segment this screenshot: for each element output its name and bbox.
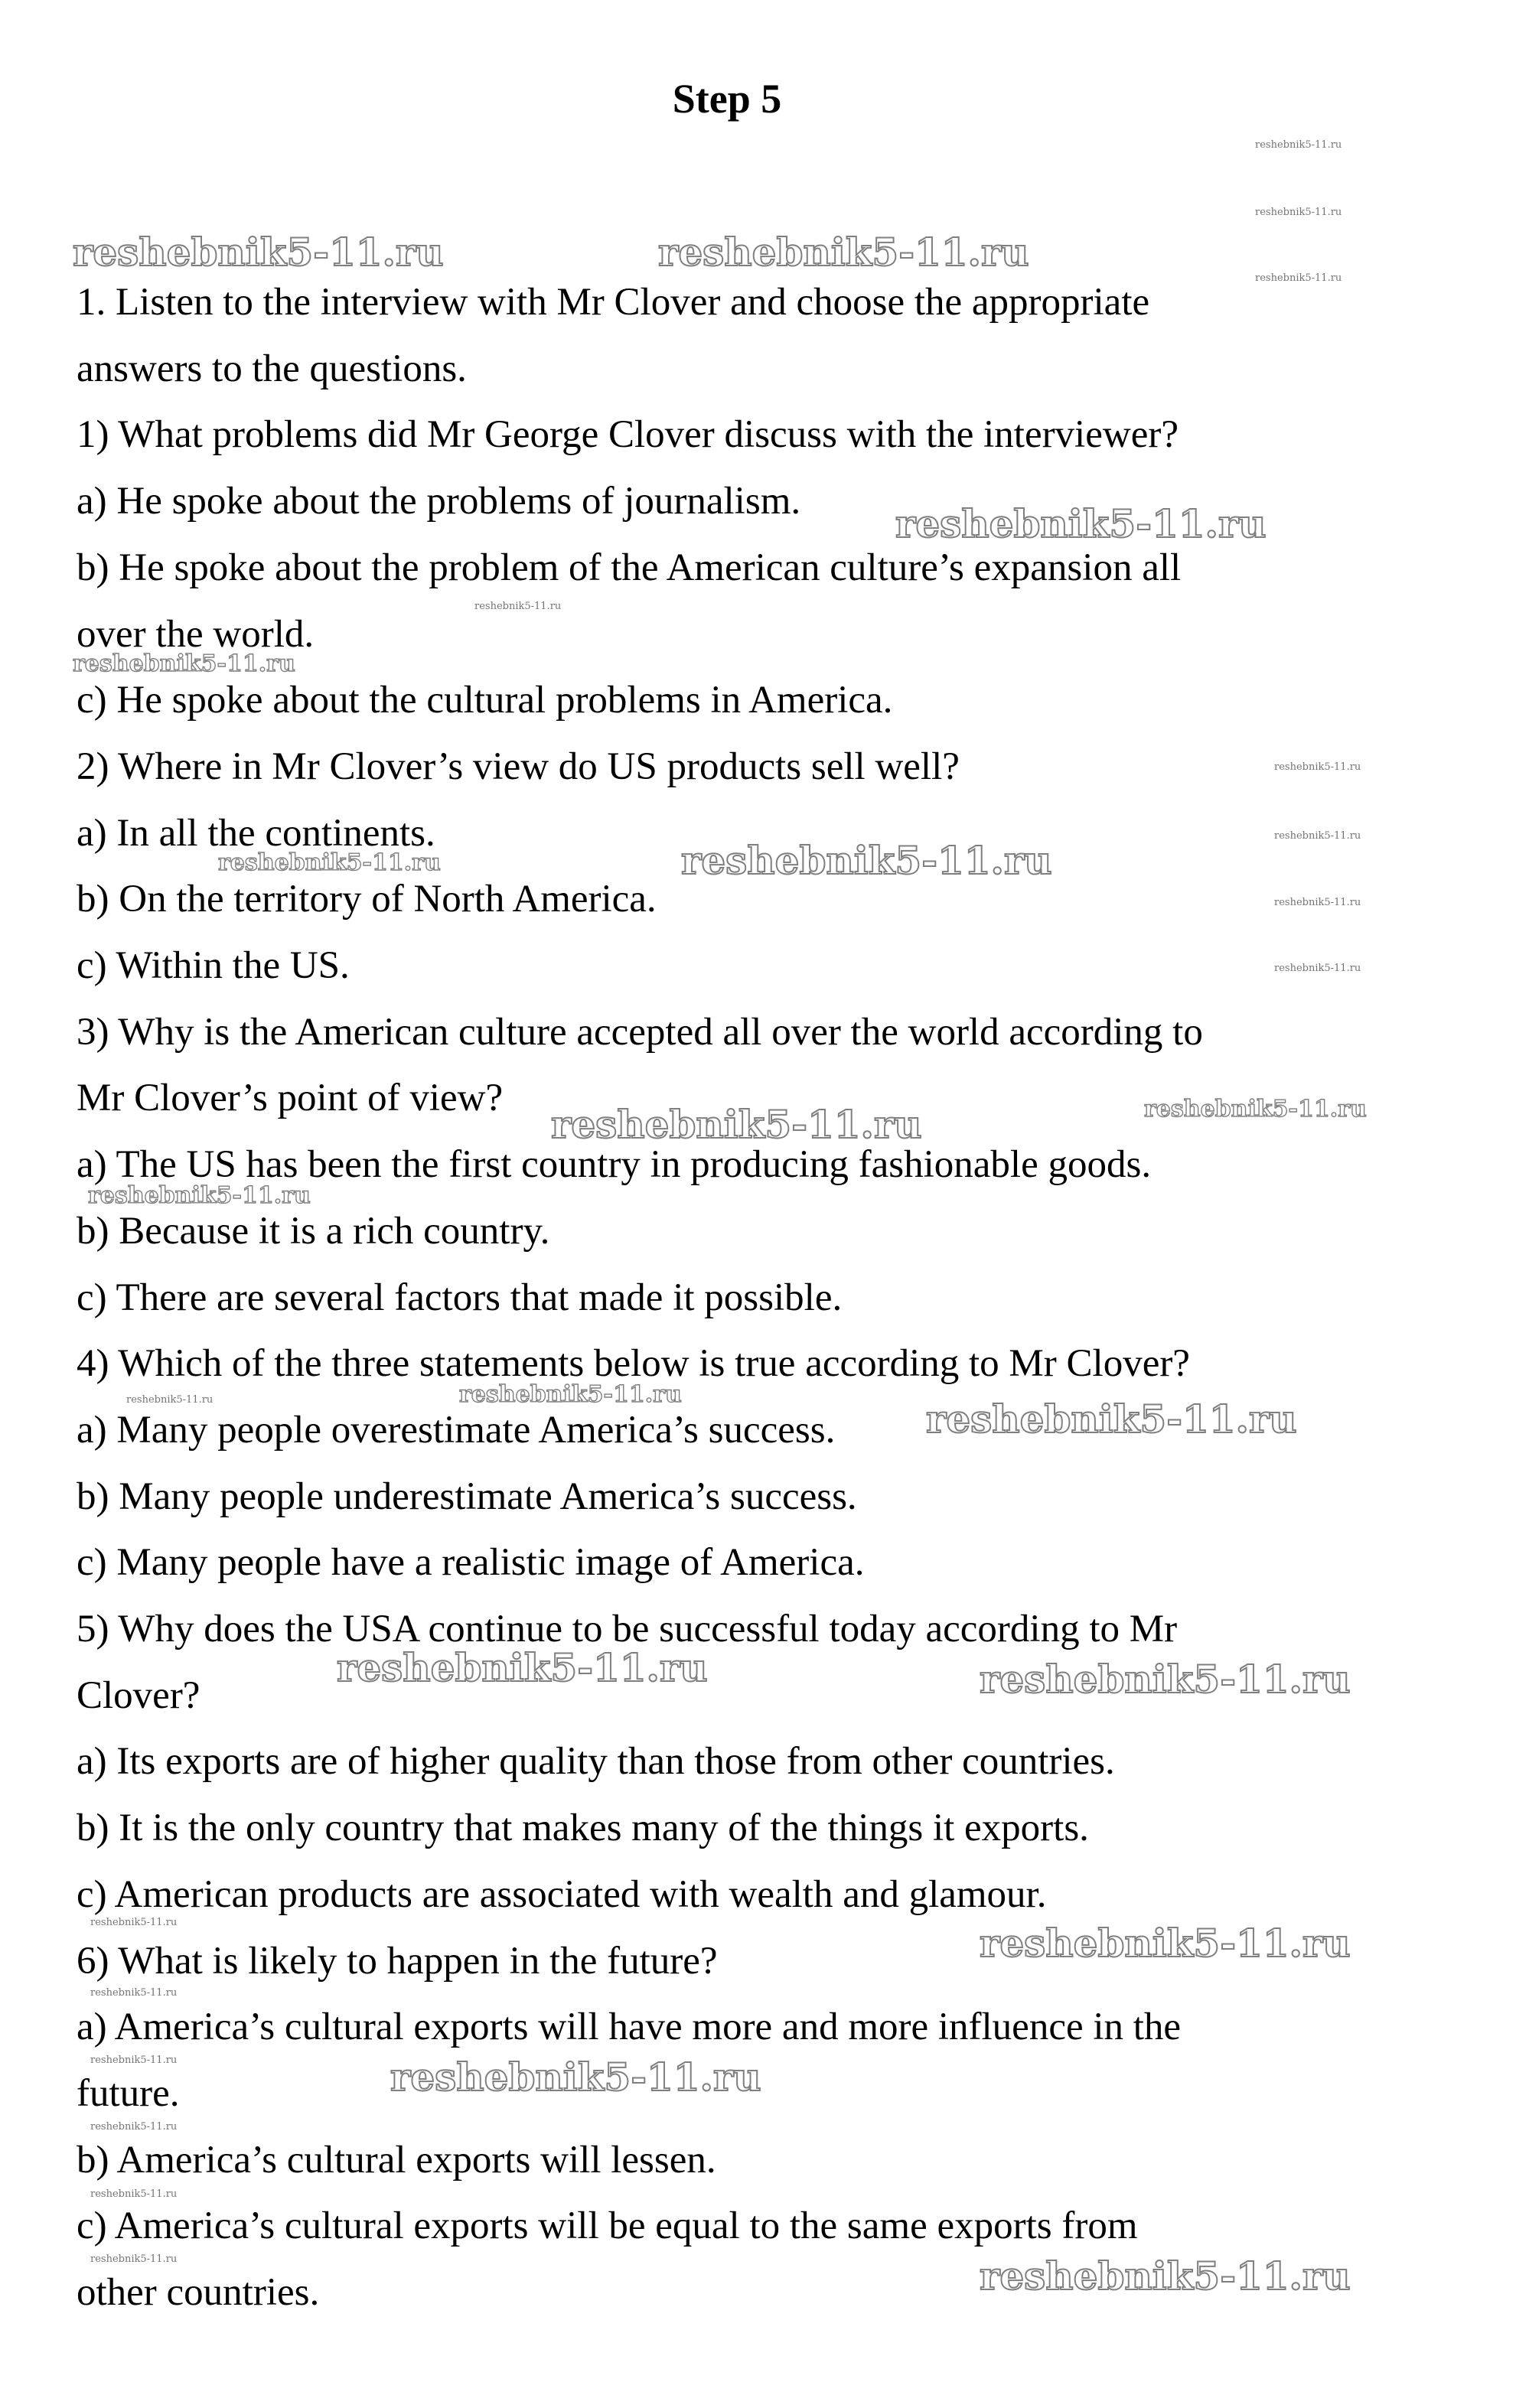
text-line: 4) Which of the three statements below is true according to Mr Clover? [77, 1342, 1190, 1385]
text-line: 1. Listen to the interview with Mr Clover and choose the appropriate [77, 281, 1150, 324]
page-title: Step 5 [672, 76, 782, 122]
watermark: reshebnik5-11.ru [474, 601, 562, 612]
text-line: b) Because it is a rich country. [77, 1210, 550, 1253]
text-line: Clover? [77, 1674, 201, 1717]
text-line: b) On the territory of North America. [77, 878, 657, 921]
text-line: Mr Clover’s point of view? [77, 1077, 504, 1119]
watermark: reshebnik5-11.ru [1274, 897, 1361, 908]
watermark: reshebnik5-11.ru [926, 1396, 1297, 1442]
text-line: future. [77, 2072, 180, 2115]
text-line: 3) Why is the American culture accepted all over the world according to [77, 1011, 1203, 1054]
text-line: b) It is the only country that makes many of the things it exports. [77, 1807, 1089, 1849]
text-line: over the world. [77, 613, 315, 656]
watermark: reshebnik5-11.ru [681, 838, 1052, 883]
watermark: reshebnik5-11.ru [88, 1182, 311, 1209]
watermark: reshebnik5-11.ru [90, 2188, 178, 2200]
text-line: 2) Where in Mr Clover’s view do US products sell well? [77, 745, 960, 788]
watermark: reshebnik5-11.ru [459, 1381, 682, 1408]
text-line: a) Many people overestimate America’s success. [77, 1409, 836, 1452]
watermark: reshebnik5-11.ru [1255, 207, 1342, 218]
watermark: reshebnik5-11.ru [90, 1917, 178, 1928]
watermark: reshebnik5-11.ru [337, 1645, 708, 1690]
text-line: c) There are several factors that made it possible. [77, 1276, 843, 1319]
watermark: reshebnik5-11.ru [73, 650, 295, 677]
watermark: reshebnik5-11.ru [73, 230, 444, 275]
watermark: reshebnik5-11.ru [980, 2253, 1351, 2299]
text-line: answers to the questions. [77, 347, 467, 390]
text-line: c) He spoke about the cultural problems in America. [77, 679, 893, 722]
text-line: 1) What problems did Mr George Clover discuss with the interviewer? [77, 413, 1179, 456]
watermark: reshebnik5-11.ru [90, 2121, 178, 2133]
watermark: reshebnik5-11.ru [1255, 139, 1342, 151]
watermark: reshebnik5-11.ru [1274, 963, 1361, 974]
watermark: reshebnik5-11.ru [1274, 830, 1361, 842]
text-line: a) Its exports are of higher quality than those from other countries. [77, 1740, 1115, 1783]
watermark: reshebnik5-11.ru [218, 849, 441, 876]
text-line: c) American products are associated with wealth and glamour. [77, 1873, 1047, 1916]
text-line: b) Many people underestimate America’s success. [77, 1475, 857, 1518]
text-line: c) Within the US. [77, 944, 350, 987]
text-line: a) The US has been the first country in producing fashionable goods. [77, 1143, 1152, 1186]
watermark: reshebnik5-11.ru [1255, 272, 1342, 284]
text-line: c) Many people have a realistic image of America. [77, 1541, 865, 1584]
watermark: reshebnik5-11.ru [90, 2054, 178, 2066]
watermark: reshebnik5-11.ru [1144, 1096, 1367, 1123]
watermark: reshebnik5-11.ru [551, 1102, 922, 1147]
text-line: a) He spoke about the problems of journalism. [77, 480, 801, 523]
watermark: reshebnik5-11.ru [980, 1657, 1351, 1702]
watermark: reshebnik5-11.ru [980, 1921, 1351, 1966]
text-line: 6) What is likely to happen in the future? [77, 1940, 718, 1983]
text-line: other countries. [77, 2271, 320, 2314]
text-line: b) He spoke about the problem of the American culture’s expansion all [77, 546, 1182, 589]
watermark: reshebnik5-11.ru [895, 501, 1267, 546]
text-line: 5) Why does the USA continue to be successful today according to Mr [77, 1608, 1178, 1650]
watermark: reshebnik5-11.ru [1274, 761, 1361, 773]
text-line: c) America’s cultural exports will be equal to the same exports from [77, 2204, 1138, 2247]
watermark: reshebnik5-11.ru [390, 2054, 761, 2100]
watermark: reshebnik5-11.ru [658, 230, 1029, 275]
text-line: a) In all the continents. [77, 812, 435, 855]
watermark: reshebnik5-11.ru [90, 1987, 178, 1999]
text-line: a) America’s cultural exports will have more and more influence in the [77, 2006, 1182, 2048]
watermark: reshebnik5-11.ru [126, 1394, 214, 1406]
text-line: b) America’s cultural exports will lessen. [77, 2139, 716, 2182]
watermark: reshebnik5-11.ru [90, 2253, 178, 2265]
